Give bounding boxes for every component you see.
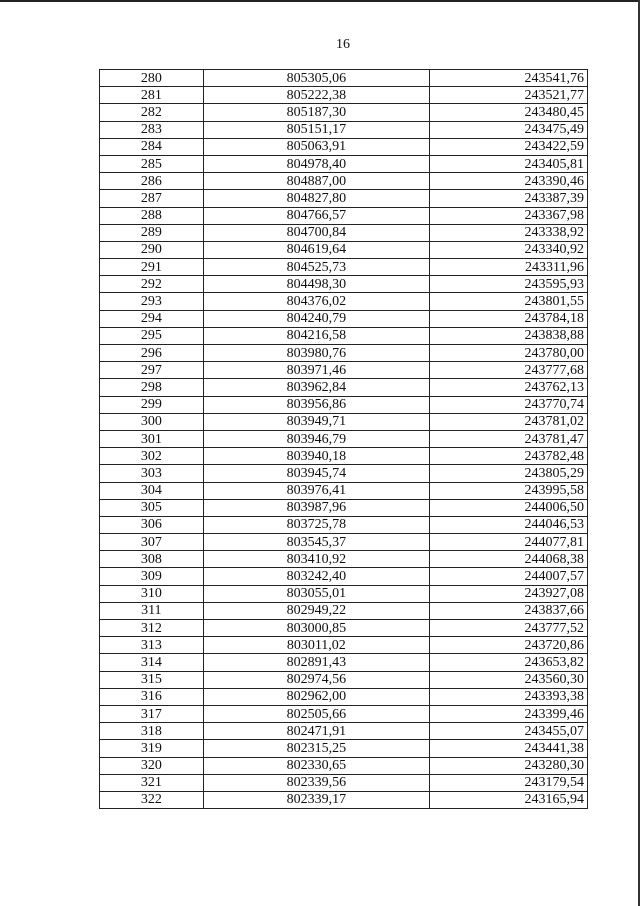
y-coordinate-cell: 243367,98 <box>430 207 588 224</box>
x-coordinate-cell: 803242,40 <box>203 568 429 585</box>
point-number-cell: 292 <box>100 276 204 293</box>
point-number-cell: 285 <box>100 155 204 172</box>
point-number-cell: 295 <box>100 327 204 344</box>
y-coordinate-cell: 243595,93 <box>430 276 588 293</box>
x-coordinate-cell: 803725,78 <box>203 516 429 533</box>
table-row <box>100 293 588 310</box>
y-coordinate-cell: 243179,54 <box>430 774 588 791</box>
x-coordinate-cell: 804887,00 <box>203 173 429 190</box>
x-coordinate-cell: 803976,41 <box>203 482 429 499</box>
y-coordinate-cell: 243927,08 <box>430 585 588 602</box>
point-number-cell: 284 <box>100 138 204 155</box>
x-coordinate-cell: 803000,85 <box>203 620 429 637</box>
y-coordinate-cell: 244046,53 <box>430 516 588 533</box>
y-coordinate-cell: 243770,74 <box>430 396 588 413</box>
table-row <box>100 534 588 551</box>
point-number-cell: 283 <box>100 121 204 138</box>
table-row <box>100 276 588 293</box>
point-number-cell: 280 <box>100 70 204 87</box>
y-coordinate-cell: 243995,58 <box>430 482 588 499</box>
point-number-cell: 309 <box>100 568 204 585</box>
coordinates-table-body <box>100 70 588 809</box>
y-coordinate-cell: 243801,55 <box>430 293 588 310</box>
x-coordinate-cell: 802471,91 <box>203 723 429 740</box>
y-coordinate-cell: 243837,66 <box>430 602 588 619</box>
point-number-cell: 291 <box>100 259 204 276</box>
point-number-cell: 303 <box>100 465 204 482</box>
table-row <box>100 413 588 430</box>
point-number-cell: 316 <box>100 688 204 705</box>
table-row <box>100 448 588 465</box>
x-coordinate-cell: 803949,71 <box>203 413 429 430</box>
y-coordinate-cell: 243390,46 <box>430 173 588 190</box>
table-row <box>100 757 588 774</box>
y-coordinate-cell: 243541,76 <box>430 70 588 87</box>
x-coordinate-cell: 803545,37 <box>203 534 429 551</box>
y-coordinate-cell: 243441,38 <box>430 740 588 757</box>
y-coordinate-cell: 243653,82 <box>430 654 588 671</box>
table-row <box>100 654 588 671</box>
x-coordinate-cell: 804766,57 <box>203 207 429 224</box>
x-coordinate-cell: 803940,18 <box>203 448 429 465</box>
x-coordinate-cell: 804376,02 <box>203 293 429 310</box>
y-coordinate-cell: 244077,81 <box>430 534 588 551</box>
point-number-cell: 289 <box>100 224 204 241</box>
table-row <box>100 362 588 379</box>
table-row <box>100 791 588 808</box>
y-coordinate-cell: 243422,59 <box>430 138 588 155</box>
y-coordinate-cell: 243805,29 <box>430 465 588 482</box>
x-coordinate-cell: 802974,56 <box>203 671 429 688</box>
x-coordinate-cell: 803980,76 <box>203 345 429 362</box>
x-coordinate-cell: 803987,96 <box>203 499 429 516</box>
point-number-cell: 308 <box>100 551 204 568</box>
point-number-cell: 305 <box>100 499 204 516</box>
x-coordinate-cell: 805222,38 <box>203 87 429 104</box>
x-coordinate-cell: 802505,66 <box>203 705 429 722</box>
table-row <box>100 688 588 705</box>
x-coordinate-cell: 803956,86 <box>203 396 429 413</box>
y-coordinate-cell: 243405,81 <box>430 155 588 172</box>
x-coordinate-cell: 805187,30 <box>203 104 429 121</box>
table-row <box>100 499 588 516</box>
point-number-cell: 301 <box>100 430 204 447</box>
table-row <box>100 396 588 413</box>
x-coordinate-cell: 805151,17 <box>203 121 429 138</box>
point-number-cell: 288 <box>100 207 204 224</box>
table-row <box>100 224 588 241</box>
y-coordinate-cell: 243560,30 <box>430 671 588 688</box>
table-row <box>100 207 588 224</box>
y-coordinate-cell: 243777,52 <box>430 620 588 637</box>
table-row <box>100 173 588 190</box>
y-coordinate-cell: 243340,92 <box>430 241 588 258</box>
table-row <box>100 379 588 396</box>
y-coordinate-cell: 244068,38 <box>430 551 588 568</box>
table-row <box>100 104 588 121</box>
table-row <box>100 310 588 327</box>
point-number-cell: 310 <box>100 585 204 602</box>
y-coordinate-cell: 243838,88 <box>430 327 588 344</box>
y-coordinate-cell: 243165,94 <box>430 791 588 808</box>
point-number-cell: 322 <box>100 791 204 808</box>
y-coordinate-cell: 244006,50 <box>430 499 588 516</box>
table-row <box>100 774 588 791</box>
x-coordinate-cell: 803410,92 <box>203 551 429 568</box>
table-row <box>100 190 588 207</box>
y-coordinate-cell: 243338,92 <box>430 224 588 241</box>
point-number-cell: 307 <box>100 534 204 551</box>
table-row <box>100 138 588 155</box>
table-row <box>100 705 588 722</box>
y-coordinate-cell: 243782,48 <box>430 448 588 465</box>
table-row <box>100 241 588 258</box>
point-number-cell: 306 <box>100 516 204 533</box>
y-coordinate-cell: 243280,30 <box>430 757 588 774</box>
y-coordinate-cell: 244007,57 <box>430 568 588 585</box>
point-number-cell: 315 <box>100 671 204 688</box>
table-row <box>100 70 588 87</box>
y-coordinate-cell: 243387,39 <box>430 190 588 207</box>
table-row <box>100 482 588 499</box>
point-number-cell: 281 <box>100 87 204 104</box>
x-coordinate-cell: 802315,25 <box>203 740 429 757</box>
x-coordinate-cell: 804498,30 <box>203 276 429 293</box>
y-coordinate-cell: 243311,96 <box>430 259 588 276</box>
point-number-cell: 290 <box>100 241 204 258</box>
point-number-cell: 314 <box>100 654 204 671</box>
x-coordinate-cell: 803962,84 <box>203 379 429 396</box>
point-number-cell: 320 <box>100 757 204 774</box>
table-row <box>100 568 588 585</box>
y-coordinate-cell: 243781,02 <box>430 413 588 430</box>
x-coordinate-cell: 802962,00 <box>203 688 429 705</box>
x-coordinate-cell: 804240,79 <box>203 310 429 327</box>
point-number-cell: 317 <box>100 705 204 722</box>
point-number-cell: 282 <box>100 104 204 121</box>
table-row <box>100 671 588 688</box>
table-row <box>100 155 588 172</box>
y-coordinate-cell: 243777,68 <box>430 362 588 379</box>
point-number-cell: 297 <box>100 362 204 379</box>
point-number-cell: 312 <box>100 620 204 637</box>
point-number-cell: 294 <box>100 310 204 327</box>
table-row <box>100 259 588 276</box>
point-number-cell: 293 <box>100 293 204 310</box>
point-number-cell: 287 <box>100 190 204 207</box>
x-coordinate-cell: 804216,58 <box>203 327 429 344</box>
x-coordinate-cell: 802949,22 <box>203 602 429 619</box>
y-coordinate-cell: 243480,45 <box>430 104 588 121</box>
table-row <box>100 602 588 619</box>
table-row <box>100 465 588 482</box>
y-coordinate-cell: 243784,18 <box>430 310 588 327</box>
x-coordinate-cell: 803055,01 <box>203 585 429 602</box>
page-number: 16 <box>336 37 350 52</box>
y-coordinate-cell: 243521,77 <box>430 87 588 104</box>
point-number-cell: 296 <box>100 345 204 362</box>
table-row <box>100 637 588 654</box>
top-border-line <box>0 0 640 2</box>
table-row <box>100 585 588 602</box>
point-number-cell: 318 <box>100 723 204 740</box>
x-coordinate-cell: 803011,02 <box>203 637 429 654</box>
x-coordinate-cell: 803971,46 <box>203 362 429 379</box>
x-coordinate-cell: 804827,80 <box>203 190 429 207</box>
x-coordinate-cell: 805305,06 <box>203 70 429 87</box>
table-row <box>100 345 588 362</box>
x-coordinate-cell: 803946,79 <box>203 430 429 447</box>
y-coordinate-cell: 243475,49 <box>430 121 588 138</box>
point-number-cell: 299 <box>100 396 204 413</box>
point-number-cell: 319 <box>100 740 204 757</box>
x-coordinate-cell: 804619,64 <box>203 241 429 258</box>
coordinates-table <box>99 69 588 809</box>
y-coordinate-cell: 243720,86 <box>430 637 588 654</box>
x-coordinate-cell: 802339,17 <box>203 791 429 808</box>
point-number-cell: 321 <box>100 774 204 791</box>
table-row <box>100 327 588 344</box>
table-row <box>100 87 588 104</box>
y-coordinate-cell: 243780,00 <box>430 345 588 362</box>
x-coordinate-cell: 804700,84 <box>203 224 429 241</box>
point-number-cell: 298 <box>100 379 204 396</box>
table-row <box>100 551 588 568</box>
point-number-cell: 302 <box>100 448 204 465</box>
x-coordinate-cell: 802330,65 <box>203 757 429 774</box>
table-row <box>100 620 588 637</box>
table-row <box>100 516 588 533</box>
point-number-cell: 286 <box>100 173 204 190</box>
x-coordinate-cell: 803945,74 <box>203 465 429 482</box>
table-row <box>100 723 588 740</box>
y-coordinate-cell: 243393,38 <box>430 688 588 705</box>
table-row <box>100 121 588 138</box>
y-coordinate-cell: 243781,47 <box>430 430 588 447</box>
point-number-cell: 300 <box>100 413 204 430</box>
x-coordinate-cell: 804978,40 <box>203 155 429 172</box>
x-coordinate-cell: 802339,56 <box>203 774 429 791</box>
point-number-cell: 304 <box>100 482 204 499</box>
x-coordinate-cell: 804525,73 <box>203 259 429 276</box>
y-coordinate-cell: 243455,07 <box>430 723 588 740</box>
point-number-cell: 313 <box>100 637 204 654</box>
table-row <box>100 740 588 757</box>
x-coordinate-cell: 805063,91 <box>203 138 429 155</box>
point-number-cell: 311 <box>100 602 204 619</box>
x-coordinate-cell: 802891,43 <box>203 654 429 671</box>
table-row <box>100 430 588 447</box>
y-coordinate-cell: 243762,13 <box>430 379 588 396</box>
y-coordinate-cell: 243399,46 <box>430 705 588 722</box>
